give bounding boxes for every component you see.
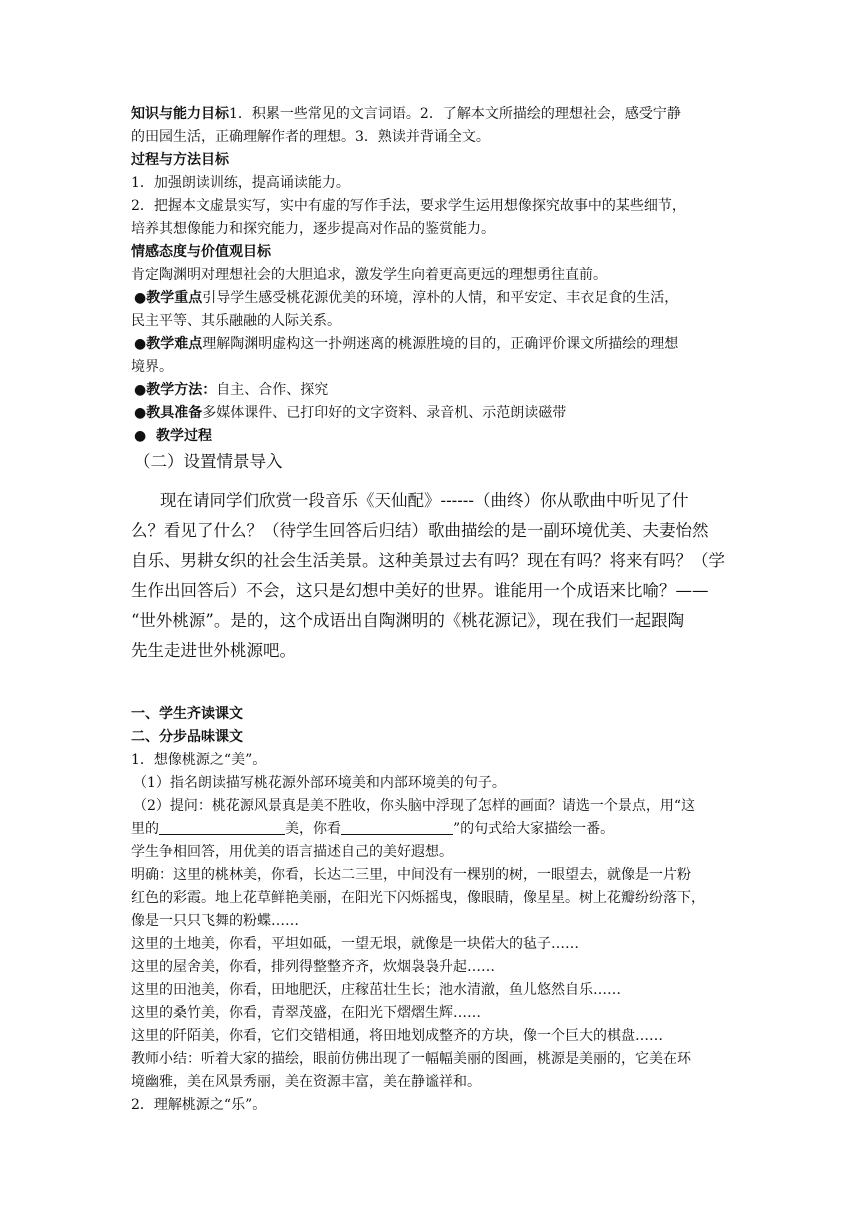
teaching-tools-heading: ●教具准备 bbox=[134, 405, 203, 421]
teaching-difficulty-line-1: ●教学难点理解陶渊明虚构这一扑朔迷离的桃源胜境的目的，正确评价课文所描绘的理想 bbox=[134, 336, 679, 352]
teaching-method-heading: ●教学方法： bbox=[134, 382, 217, 398]
teaching-focus-line-1: ●教学重点引导学生感受桃花源优美的环境，淳朴的人情，和平安定、丰衣足食的生活， bbox=[134, 290, 679, 306]
emotion-goal-text: 肯定陶渊明对理想社会的大胆追求，激发学生向着更高更远的理想勇往直前。 bbox=[131, 267, 607, 283]
clarify-line-2: 红色的彩霞。地上花草鲜艳美丽，在阳光下闪烁摇曳，像眼睛，像星星。树上花瓣纷纷落下， bbox=[131, 890, 705, 906]
process-goal-heading: 过程与方法目标 bbox=[131, 152, 229, 168]
clarify-line-3: 像是一只只飞舞的粉蝶…… bbox=[131, 913, 299, 929]
fill-blank-1 bbox=[159, 820, 285, 835]
clarify-line-1: 明确：这里的桃林美，你看，长达二三里，中间没有一棵别的树，一眼望去，就像是一片粉 bbox=[131, 867, 691, 883]
emotion-goal-heading: 情感态度与价值观目标 bbox=[131, 244, 271, 260]
path-line: 这里的阡陌美，你看，它们交错相通，将田地划成整齐的方块，像一个巨大的棋盘…… bbox=[131, 1028, 663, 1044]
student-answer: 学生争相回答，用优美的语言描述自己的美好遐想。 bbox=[131, 844, 453, 860]
process-goal-1: 1．加强朗读训练，提高诵读能力。 bbox=[131, 175, 350, 191]
sub-step-1: 1．想像桃源之“美”。 bbox=[131, 752, 267, 768]
process-goal-2b: 培养其想像能力和探究能力，逐步提高对作品的鉴赏能力。 bbox=[131, 221, 495, 237]
house-line: 这里的屋舍美，你看，排列得整整齐齐，炊烟袅袅升起…… bbox=[131, 959, 495, 975]
intro-heading: （二）设置情景导入 bbox=[134, 452, 283, 471]
teaching-focus-line-2: 民主平等、其乐融融的人际关系。 bbox=[131, 313, 341, 329]
knowledge-goal-line-2: 的田园生活，正确理解作者的理想。3．熟读并背诵全文。 bbox=[131, 129, 490, 145]
intro-line-1: 现在请同学们欣赏一段音乐《天仙配》------（曲终）你从歌曲中听见了什 bbox=[160, 491, 689, 510]
step-2-heading: 二、分步品味课文 bbox=[131, 729, 243, 745]
knowledge-goal-heading: 知识与能力目标 bbox=[131, 106, 229, 122]
process-goal-2a: 2．把握本文虚景实写，实中有虚的写作手法，要求学生运用想像探究故事中的某些细节， bbox=[131, 198, 686, 214]
summary-line-2: 境幽雅，美在风景秀丽，美在资源丰富，美在静谧祥和。 bbox=[131, 1074, 481, 1090]
land-line: 这里的土地美，你看，平坦如砥，一望无垠，就像是一块偌大的毡子…… bbox=[131, 936, 579, 952]
teaching-process-heading: ● 教学过程 bbox=[134, 428, 212, 444]
teaching-difficulty-line-2: 境界。 bbox=[131, 359, 173, 375]
intro-line-4: 生作出回答后）不会，这只是幻想中美好的世界。谁能用一个成语来比喻？—— bbox=[131, 581, 709, 600]
intro-line-2: 么？看见了什么？（待学生回答后归结）歌曲描绘的是一副环境优美、夫妻怡然 bbox=[131, 521, 709, 540]
teaching-focus-heading: ●教学重点 bbox=[134, 290, 203, 306]
fill-blank-2 bbox=[341, 820, 453, 835]
teaching-method-line: ●教学方法：自主、合作、探究 bbox=[134, 382, 329, 398]
sub-step-2: 2．理解桃源之“乐”。 bbox=[131, 1097, 267, 1113]
step-1-heading: 一、学生齐读课文 bbox=[131, 706, 243, 722]
intro-line-6: 先生走进世外桃源吧。 bbox=[131, 641, 296, 660]
summary-line-1: 教师小结：听着大家的描绘，眼前仿佛出现了一幅幅美丽的图画，桃源是美丽的，它美在环 bbox=[131, 1051, 691, 1067]
teaching-tools-line: ●教具准备多媒体课件、已打印好的文字资料、录音机、示范朗读磁带 bbox=[134, 405, 567, 421]
item-1: （1）指名朗读描写桃花源外部环境美和内部环境美的句子。 bbox=[133, 775, 506, 791]
intro-line-3: 自乐、男耕女织的社会生活美景。这种美景过去有吗？现在有吗？将来有吗？（学 bbox=[131, 551, 725, 570]
bamboo-line: 这里的桑竹美，你看，青翠茂盛，在阳光下熠熠生辉…… bbox=[131, 1005, 481, 1021]
field-line: 这里的田池美，你看，田地肥沃，庄稼茁壮生长；池水清澈，鱼儿悠然自乐…… bbox=[131, 982, 621, 998]
item-2: （2）提问：桃花源风景真是美不胜收，你头脑中浮现了怎样的画面？请选一个景点，用“这 bbox=[133, 798, 696, 814]
intro-line-5: “世外桃源”。是的，这个成语出自陶渊明的《桃花源记》，现在我们一起跟陶 bbox=[131, 611, 685, 630]
item-2-continued: 里的 美，你看 ”的句式给大家描绘一番。 bbox=[131, 821, 615, 837]
knowledge-goal-line-1: 知识与能力目标1．积累一些常见的文言词语。2．了解本文所描绘的理想社会，感受宁静 bbox=[131, 106, 681, 122]
teaching-difficulty-heading: ●教学难点 bbox=[134, 336, 203, 352]
